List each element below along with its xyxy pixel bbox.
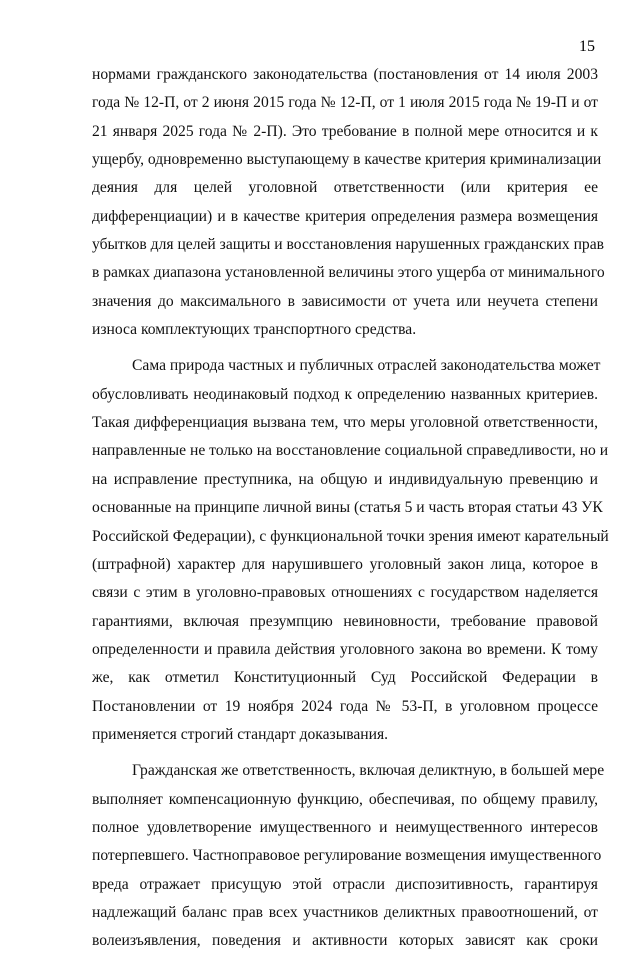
text-line: нормами гражданского законодательства (постановления от 14 июля 2003 [92,66,598,83]
text-line: Гражданская же ответственность, включая деликтную, в большей мере [132,762,605,780]
text-line: основанные на принципе личной вины (статья 5 и часть вторая статьи 43 УК [92,499,603,517]
text-line: 21 января 2025 года № 2-П). Это требование в полной мере относится и к [92,122,598,140]
text-line: износа комплектующих транспортного средства. [92,321,417,339]
text-line: года № 12-П, от 2 июня 2015 года № 12-П, от 1 июля 2015 года № 19-П и от [92,94,598,112]
text-line: полное удовлетворение имущественного и неимущественного интересов [92,818,598,836]
text-line: определенности и правила действия уголовного закона во времени. К тому [92,640,598,658]
text-line: (штрафной) характер для нарушившего уголовный закон лица, которое в [92,555,598,573]
text-line: Такая дифференциация вызвана тем, что меры уголовной ответственности, [92,414,598,432]
text-line: же, как отметил Конституционный Суд Российской Федерации в [92,669,598,687]
text-line: Постановлении от 19 ноября 2024 года № 53-П, в уголовном процессе [92,697,598,715]
text-line: на исправление преступника, на общую и индивидуальную превенцию и [92,470,598,488]
text-line: волеизъявления, поведения и активности которых зависят как сроки [92,932,598,950]
paragraph-2 [92,352,609,749]
text-line: выполняет компенсационную функцию, обеспечивая, по общему правилу, [92,790,598,808]
text-line: вреда отражает присущую этой отрасли диспозитивность, гарантируя [92,875,598,893]
paragraph-1 [92,61,605,344]
text-line: применяется строгий стандарт доказывания. [92,725,389,743]
text-line: направленные не только на восстановление социальной справедливости, но и [92,442,609,460]
paragraph-3 [92,757,605,955]
text-line: надлежащий баланс прав всех участников деликтных правоотношений, от [92,903,598,921]
text-line: в рамках диапазона установленной величины этого ущерба от минимального [92,264,605,282]
document-body [92,61,609,956]
text-line: связи с этим в уголовно-правовых отношениях с государством наделяется [92,584,598,602]
text-line: дифференциации) и в качестве критерия определения размера возмещения [92,207,598,225]
text-line: Российской Федерации), с функциональной точки зрения имеют карательный [92,527,609,545]
text-line: потерпевшего. Частноправовое регулирование возмещения имущественного [92,847,602,865]
text-line: значения до максимального в зависимости от учета или неучета степени [92,292,598,310]
text-line: убытков для целей защиты и восстановления нарушенных гражданских прав [92,236,604,254]
text-line: ущербу, одновременно выступающему в качестве критерия криминализации [92,151,602,169]
page-number: 15 [579,38,595,55]
text-line: деяния для целей уголовной ответственности (или критерия ее [92,179,598,197]
text-line: обусловливать неодинаковый подход к определению названных критериев. [92,385,598,403]
text-line: гарантиями, включая презумпцию невиновности, требование правовой [92,612,598,630]
text-line: Сама природа частных и публичных отраслей законодательства может [132,357,601,375]
